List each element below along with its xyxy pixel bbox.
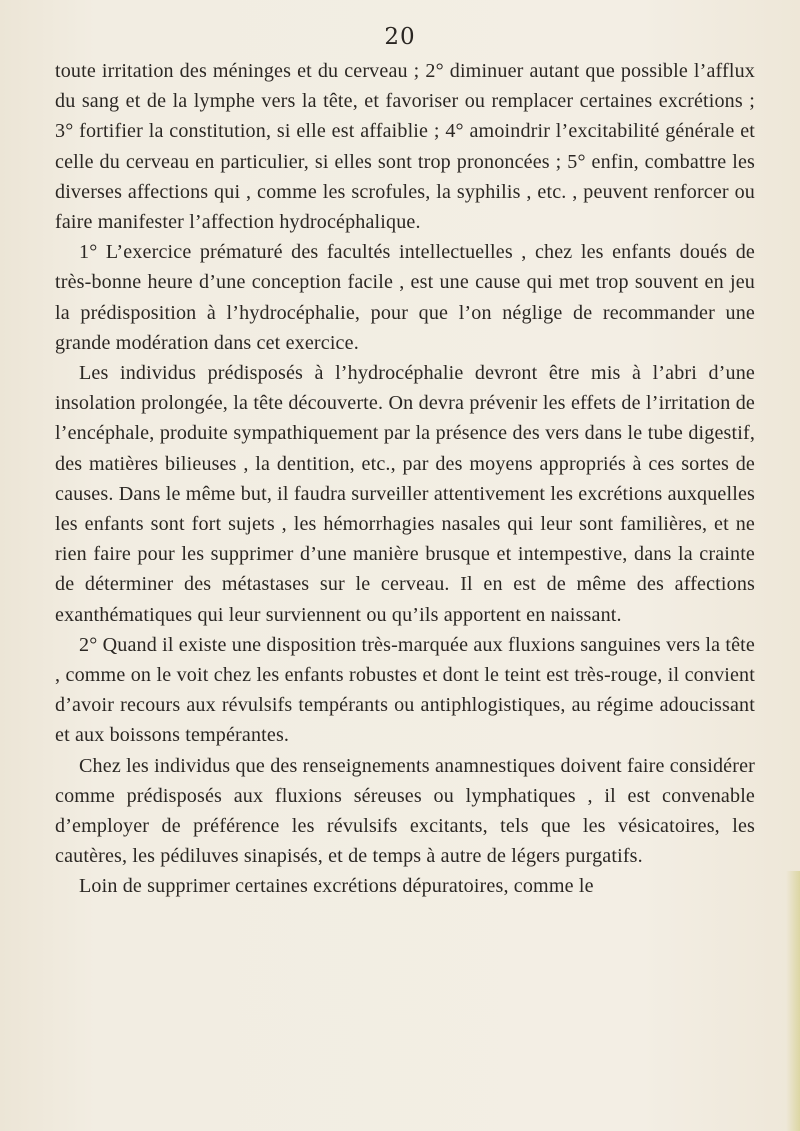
paragraph-intellectual-exercise: 1° L’exercice prématuré des facultés intellectuelles , chez les enfants doués de très-bonne heure d’une conception facile , est une cause qui met trop souvent en jeu la prédisposition à l’hydrocéphalie, pour que l’on néglige de recommander une grande modération dans cet exercice.: [55, 241, 755, 354]
paragraph-continuation: toute irritation des méninges et du cerveau ; 2° diminuer autant que possible l’afflux du sang et de la lymphe vers la tête, et favoriser ou remplacer certaines excrétions ; 3° fortifier la constitution, si elle est affaiblie ; 4° amoindrir l’excitabilité générale et celle du cerveau en particulier, si elles sont trop prononcées ; 5° enfin, combattre les diverses affections qui , comme les scrofules, la syphilis , etc. , peuvent renforcer ou faire manifester l’affection hydrocéphalique.: [55, 60, 755, 234]
paragraph-sanguine-fluxions: 2° Quand il existe une disposition très-marquée aux fluxions sanguines vers la tête , comme on le voit chez les enfants robustes et dont le teint est très-rouge, il convient d’avoir recours aux révulsifs tempérants ou antiphlogistiques, au régime adoucissant et aux boissons tempérantes.: [55, 633, 755, 747]
paragraph-depurative-excretions: Loin de supprimer certaines excrétions dépuratoires, comme le: [79, 875, 594, 898]
body-text: [55, 56, 755, 902]
paragraph-serous-fluxions: Chez les individus que des renseignements anamnestiques doivent faire considérer comme prédisposés aux fluxions séreuses ou lymphatiques , il est convenable d’employer de préférence les révulsifs excitants, tels que les vésicatoires, les cautères, les pédiluves sinapisés, et de temps à autre de légers purgatifs.: [55, 754, 755, 868]
paragraph-predisposed-individuals: Les individus prédisposés à l’hydrocéphalie devront être mis à l’abri d’une insolation prolongée, la tête découverte. On devra prévenir les effets de l’irritation de l’encéphale, produite sympathiquement par la présence des vers dans le tube digestif, des matières bilieuses , la dentition, etc., par des moyens appropriés à ces sortes de causes. Dans le même but, il faudra surveiller attentivement les excrétions auxquelles les enfants sont fort sujets , les hémorrhagies nasales qui leur sont familières, et ne rien faire pour les supprimer d’une manière brusque et intempestive, dans la crainte de déterminer des métastases sur le cerveau. Il en est de même des affections exanthématiques qui leur surviennent ou qu’ils apportent en naissant.: [55, 362, 755, 626]
page-number: 20: [384, 24, 416, 50]
page-edge-stain: [786, 871, 800, 1131]
